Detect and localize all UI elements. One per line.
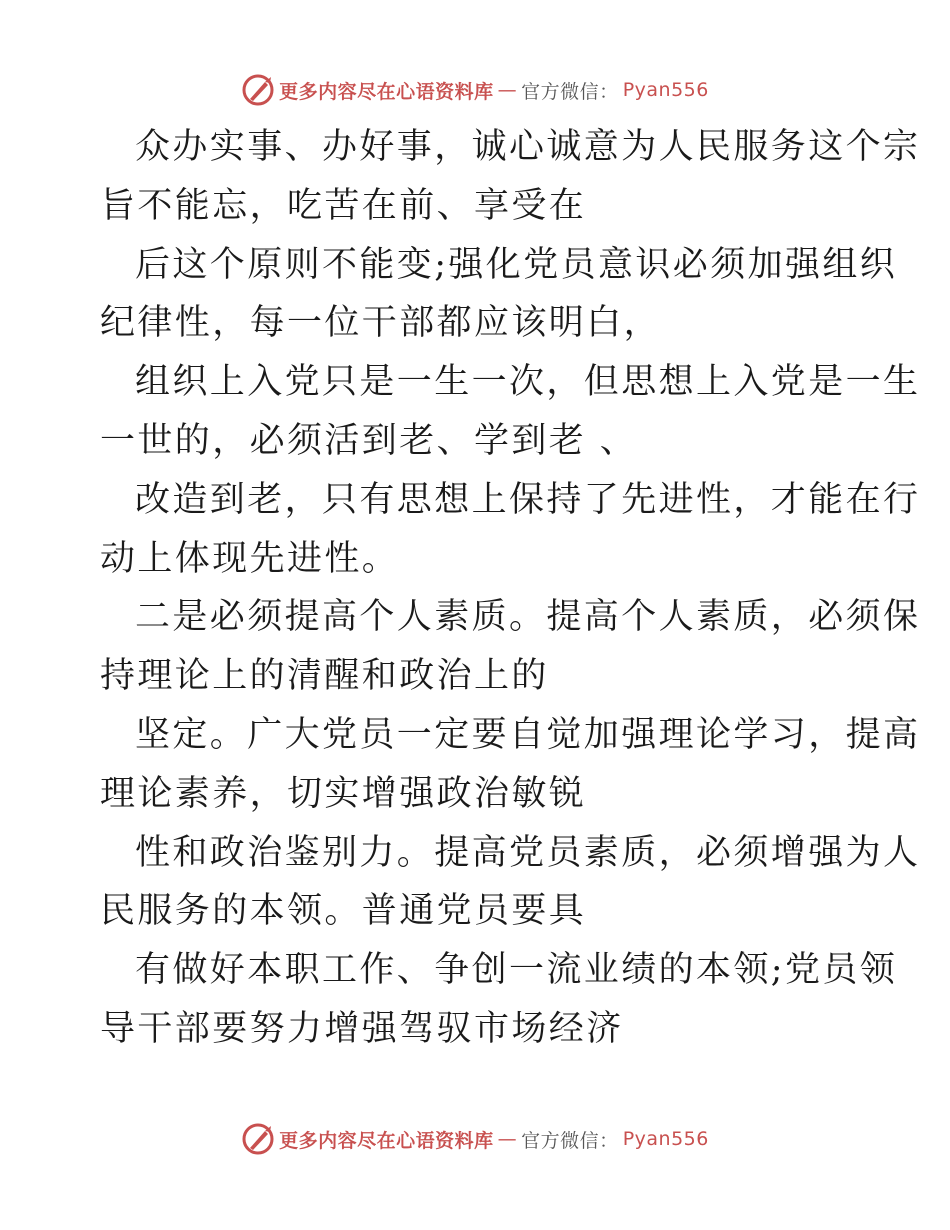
- text-line: 民服务的本领。普通党员要具: [100, 891, 587, 932]
- watermark-official-label: 官方微信：: [521, 1129, 619, 1152]
- watermark-brand: 更多内容尽在心语资料库: [279, 80, 494, 103]
- text-line: 导干部要努力增强驾驭市场经济: [100, 1008, 624, 1049]
- text-line: 众办实事、办好事，诚心诚意为人民服务这个宗: [135, 127, 921, 167]
- text-line: 理论素养，切实增强政治敏锐: [100, 773, 587, 814]
- quill-pen-logo-icon: [241, 73, 275, 107]
- text-line: 纪律性，每一位干部都应该明白，: [100, 303, 662, 344]
- text-line: 一世的，必须活到老、学到老 、: [100, 420, 638, 461]
- text-line: 二是必须提高个人素质。提高个人素质，必须保: [135, 597, 921, 638]
- text-line: 旨不能忘，吃苦在前、享受在: [100, 185, 587, 226]
- quill-pen-logo-icon: [241, 1122, 275, 1156]
- text-line: 改造到老，只有思想上保持了先进性，才能在行: [135, 479, 921, 520]
- text-line: 后这个原则不能变;强化党员意识必须加强组织: [135, 244, 898, 285]
- text-line: 组织上入党只是一生一次，但思想上入党是一生: [135, 362, 921, 403]
- text-line: 性和政治鉴别力。提高党员素质，必须增强为人: [135, 832, 921, 873]
- header-watermark: [0, 72, 950, 108]
- watermark-brand: 更多内容尽在心语资料库: [279, 1129, 494, 1152]
- text-line: 持理论上的清醒和政治上的: [100, 656, 549, 697]
- text-line: 有做好本职工作、争创一流业绩的本领;党员领: [135, 950, 898, 991]
- watermark-wechat-id: Pyan556: [622, 79, 709, 101]
- document-body: [100, 118, 921, 1059]
- watermark-dash: —: [497, 79, 518, 101]
- text-line: 动上体现先进性。: [100, 538, 400, 579]
- footer-watermark: [0, 1121, 950, 1157]
- watermark-dash: —: [497, 1128, 518, 1150]
- watermark-official-label: 官方微信：: [521, 80, 619, 103]
- watermark-wechat-id: Pyan556: [622, 1128, 709, 1150]
- text-line: 坚定。广大党员一定要自觉加强理论学习，提高: [135, 714, 921, 755]
